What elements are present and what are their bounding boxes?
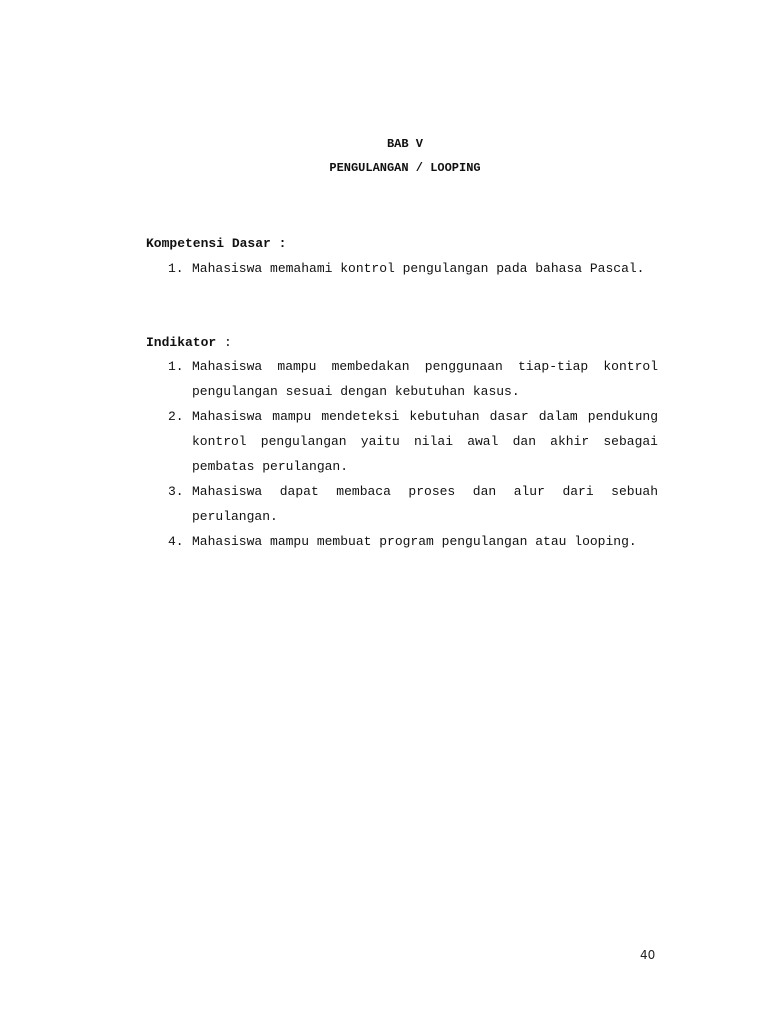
indikator-colon: : [216,335,232,350]
kompetensi-dasar-heading [146,236,286,252]
list-item-text: Mahasiswa memahami kontrol pengulangan pada bahasa Pascal. [192,261,645,276]
list-item-number: 1. [168,261,184,276]
list-item [168,404,658,479]
list-item [168,354,658,404]
list-item-text: Mahasiswa mampu membedakan penggunaan tiap-tiap kontrol pengulangan sesuai dengan kebutuhan kasus. [192,359,658,399]
indikator-heading [146,335,232,351]
list-item-number: 4. [168,534,184,549]
page-number: 40 [640,948,656,962]
list-item [168,479,658,529]
list-item-text: Mahasiswa dapat membaca proses dan alur dari sebuah perulangan. [192,484,658,524]
indikator-list [168,354,658,554]
chapter-title: PENGULANGAN / LOOPING [329,161,481,175]
list-item [168,256,658,281]
kompetensi-dasar-label: Kompetensi Dasar [146,236,271,251]
kompetensi-dasar-colon: : [270,236,287,251]
list-item-text: Mahasiswa mampu mendeteksi kebutuhan dasar dalam pendukung kontrol pengulangan yaitu nilai awal dan akhir sebagai pembatas perulangan. [192,409,658,474]
list-item-number: 3. [168,484,184,499]
list-item-text: Mahasiswa mampu membuat program pengulangan atau looping. [192,534,637,549]
list-item-number: 1. [168,359,184,374]
kompetensi-dasar-list [168,256,658,281]
chapter-number: BAB V [386,137,423,151]
indikator-label: Indikator [146,335,217,350]
list-item [168,529,658,554]
list-item-number: 2. [168,409,184,424]
